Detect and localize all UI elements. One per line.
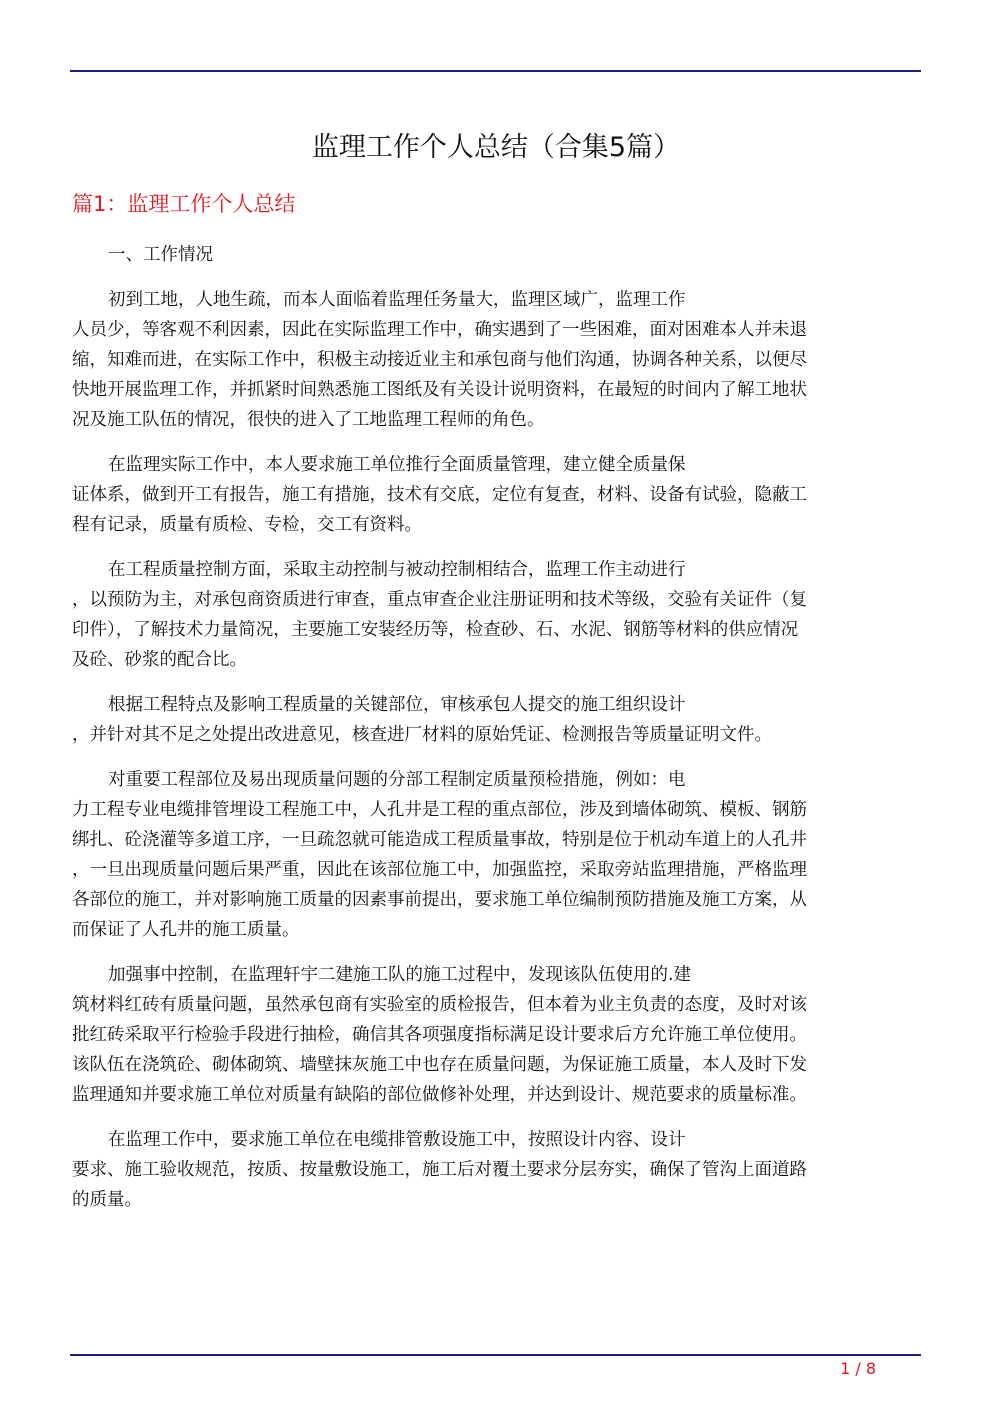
paragraph-line: 对重要工程部位及易出现质量问题的分部工程制定质量预检措施，例如：电 [108, 770, 686, 790]
paragraph-line: 筑材料红砖有质量问题，虽然承包商有实验室的质检报告，但本着为业主负责的态度，及时对该 [72, 995, 807, 1015]
document-title: 监理工作个人总结（合集5篇） [311, 132, 681, 163]
footer-rule [70, 1354, 921, 1356]
paragraph-line: 在工程质量控制方面，采取主动控制与被动控制相结合，监理工作主动进行 [108, 560, 686, 580]
paragraph-line: 印件），了解技术力量简况，主要施工安装经历等，检查砂、石、水泥、钢筋等材料的供应情况 [72, 620, 799, 640]
paragraph-line: 监理通知并要求施工单位对质量有缺陷的部位做修补处理，并达到设计、规范要求的质量标准。 [72, 1085, 807, 1105]
section-heading: 篇1：监理工作个人总结 [72, 192, 296, 216]
paragraph-line: ，以预防为主，对承包商资质进行审查，重点审查企业注册证明和技术等级，交验有关证件（复 [72, 590, 807, 610]
paragraph [72, 240, 910, 270]
paragraph [72, 1125, 910, 1215]
paragraph-line: 一、工作情况 [108, 245, 213, 265]
paragraph-line: 在监理实际工作中，本人要求施工单位推行全面质量管理，建立健全质量保 [108, 455, 686, 475]
paragraph-line: 的质量。 [72, 1190, 142, 1210]
paragraph-line: ，一旦出现质量问题后果严重，因此在该部位施工中，加强监控，采取旁站监理措施，严格监理 [72, 860, 807, 880]
paragraph-line: 缩，知难而进，在实际工作中，积极主动接近业主和承包商与他们沟通，协调各种关系，以便尽 [72, 350, 807, 370]
paragraph [72, 555, 910, 675]
paragraph-line: 在监理工作中，要求施工单位在电缆排管敷设施工中，按照设计内容、设计 [108, 1130, 686, 1150]
paragraph [72, 765, 910, 945]
paragraph-line: 力工程专业电缆排管埋设工程施工中，人孔井是工程的重点部位，涉及到墙体砌筑、模板、钢筋 [72, 800, 807, 820]
paragraph-line: 快地开展监理工作，并抓紧时间熟悉施工图纸及有关设计说明资料，在最短的时间内了解工地状 [72, 380, 807, 400]
paragraph-line: 加强事中控制，在监理轩宇二建施工队的施工过程中，发现该队伍使用的.建 [108, 965, 692, 985]
paragraph-line: 绑扎、砼浇灌等多道工序，一旦疏忽就可能造成工程质量事故，特别是位于机动车道上的人孔井 [72, 830, 807, 850]
paragraph-line: ，并针对其不足之处提出改进意见，核查进厂材料的原始凭证、检测报告等质量证明文件。 [72, 725, 772, 745]
paragraph [72, 450, 910, 540]
paragraph-line: 况及施工队伍的情况，很快的进入了工地监理工程师的角色。 [72, 410, 545, 430]
paragraph-line: 及砼、砂浆的配合比。 [72, 650, 247, 670]
paragraph-line: 该队伍在浇筑砼、砌体砌筑、墙壁抹灰施工中也存在质量问题，为保证施工质量，本人及时下发 [72, 1055, 807, 1075]
page-indicator: 1 / 8 [840, 1359, 876, 1378]
paragraph-line: 要求、施工验收规范，按质、按量敷设施工，施工后对覆土要求分层夯实，确保了管沟上面道路 [72, 1160, 807, 1180]
header-rule [70, 70, 921, 72]
paragraph-line: 初到工地，人地生疏，而本人面临着监理任务量大，监理区域广，监理工作 [108, 290, 686, 310]
document-body [72, 240, 910, 1230]
paragraph-line: 证体系，做到开工有报告，施工有措施，技术有交底，定位有复查，材料、设备有试验，隐蔽工 [72, 485, 807, 505]
paragraph [72, 960, 910, 1110]
paragraph-line: 程有记录，质量有质检、专检，交工有资料。 [72, 515, 422, 535]
paragraph-line: 各部位的施工，并对影响施工质量的因素事前提出，要求施工单位编制预防措施及施工方案，从 [72, 890, 807, 910]
paragraph-line: 而保证了人孔井的施工质量。 [72, 920, 300, 940]
paragraph-line: 批红砖采取平行检验手段进行抽检，确信其各项强度指标满足设计要求后方允许施工单位使用。 [72, 1025, 807, 1045]
paragraph [72, 285, 910, 435]
paragraph-line: 根据工程特点及影响工程质量的关键部位，审核承包人提交的施工组织设计 [108, 695, 686, 715]
paragraph [72, 690, 910, 750]
paragraph-line: 人员少，等客观不利因素，因此在实际监理工作中，确实遇到了一些困难，面对困难本人并未退 [72, 320, 807, 340]
